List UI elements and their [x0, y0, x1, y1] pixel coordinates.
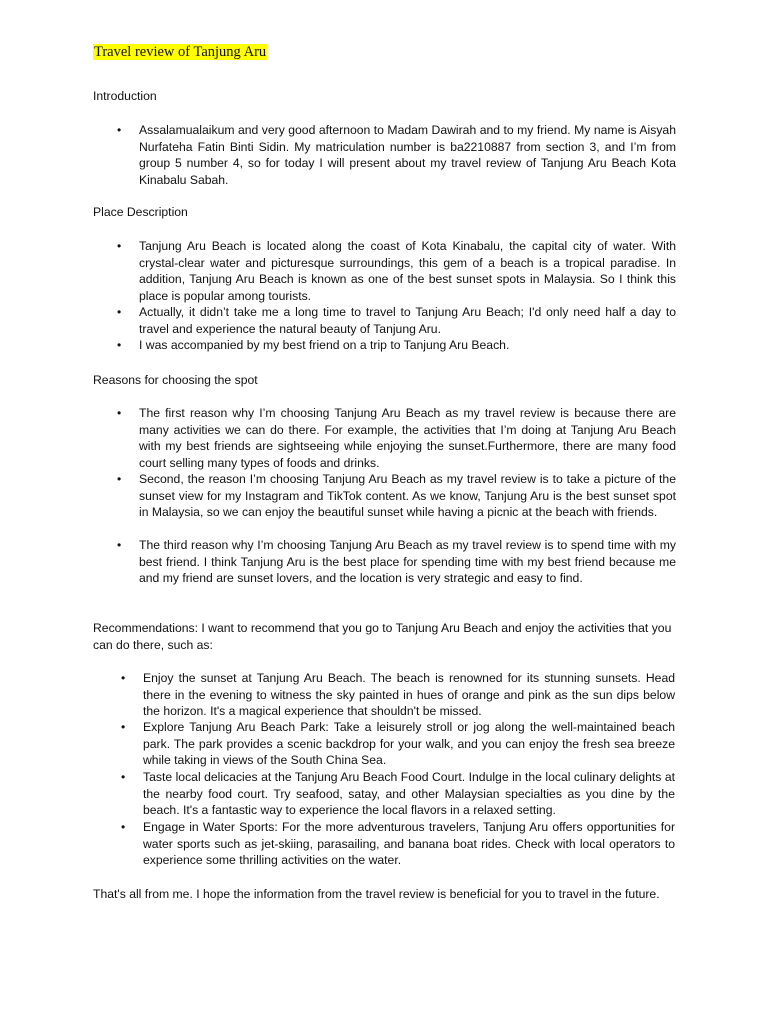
heading-introduction: Introduction — [93, 89, 157, 103]
bullet-icon: • — [121, 720, 126, 734]
list-item-text: I was accompanied by my best friend on a trip to Tanjung Aru Beach. — [139, 338, 510, 352]
list-item-text: The first reason why I’m choosing Tanjung Aru Beach as my travel review is because there are many activities we can do there. For example, the activities that I’m doing at Tanjung Aru Beach with my best friends are sightseeing while enjoying the sunset.Furthermore, there are many food court selling many types of foods and drinks. — [139, 406, 676, 470]
list-item — [121, 670, 675, 720]
bullet-icon: • — [117, 538, 122, 552]
list-item-text: Explore Tanjung Aru Beach Park: Take a leisurely stroll or jog along the well-maintained beach park. The park provides a scenic backdrop for your walk, and you can enjoy the fresh sea breeze while taking in views of the South China Sea. — [143, 720, 675, 768]
closing-paragraph: That's all from me. I hope the information from the travel review is beneficial for you to travel in the future. — [93, 887, 660, 901]
list-item — [121, 769, 675, 819]
list-item-text: Engage in Water Sports: For the more adventurous travelers, Tanjung Aru offers opportunities for water sports such as jet-skiing, parasailing, and banana boat rides. Check with local operators to experience some thrilling activities on the water. — [143, 820, 675, 868]
document-title: Travel review of Tanjung Aru — [94, 44, 267, 60]
list-item — [121, 819, 675, 869]
list-item — [117, 405, 676, 471]
list-item — [117, 122, 676, 188]
bullet-icon: • — [117, 472, 122, 486]
list-item — [121, 719, 675, 769]
list-item — [117, 238, 676, 304]
list-item-text: The third reason why I’m choosing Tanjung Aru Beach as my travel review is to spend time with my best friend. I think Tanjung Aru is the best place for spending time with my best friend because me and my friend are sunset lovers, and the location is very strategic and easy to find. — [139, 538, 676, 586]
list-item-text: Taste local delicacies at the Tanjung Aru Beach Food Court. Indulge in the local culinary delights at the nearby food court. Try seafood, satay, and other Malaysian specialties as you dine by the beach. It's a fantastic way to experience the local flavors in a relaxed setting. — [143, 770, 675, 818]
bullet-icon: • — [117, 406, 122, 420]
bullet-icon: • — [117, 305, 122, 319]
list-item-text: Assalamualaikum and very good afternoon to Madam Dawirah and to my friend. My name is Aisyah Nurfateha Fatin Binti Sidin. My matriculation number is ba2210887 from section 3, and I’m from group 5 number 4, so for today I will present about my travel review of Tanjung Aru Beach Kota Kinabalu Sabah. — [139, 123, 676, 187]
list-item-text: Tanjung Aru Beach is located along the coast of Kota Kinabalu, the capital city of water. With crystal-clear water and picturesque surroundings, this gem of a beach is a tropical paradise. In addition, Tanjung Aru Beach is known as one of the best sunset spots in Malaysia. So I think this place is popular among tourists. — [139, 239, 676, 303]
heading-place-description: Place Description — [93, 205, 188, 219]
bullet-icon: • — [117, 123, 122, 137]
list-item-text: Second, the reason I’m choosing Tanjung Aru Beach as my travel review is to take a picture of the sunset view for my Instagram and TikTok content. As we know, Tanjung Aru is the best sunset spot in Malaysia, so we can enjoy the beautiful sunset while having a picnic at the beach with friends. — [139, 472, 676, 520]
bullet-icon: • — [117, 239, 122, 253]
list-item — [117, 337, 676, 354]
list-item-text: Enjoy the sunset at Tanjung Aru Beach. The beach is renowned for its stunning sunsets. Head there in the evening to witness the sky painted in hues of orange and pink as the sun dips below the horizon. It's a magical experience that shouldn't be missed. — [143, 671, 675, 719]
list-item — [117, 537, 676, 587]
recommendations-intro: Recommendations: I want to recommend that you go to Tanjung Aru Beach and enjoy the activities that you can do there, such as: — [93, 621, 672, 652]
bullet-icon: • — [117, 338, 122, 352]
list-item — [117, 304, 676, 337]
bullet-icon: • — [121, 820, 126, 834]
bullet-icon: • — [121, 770, 126, 784]
heading-reasons: Reasons for choosing the spot — [93, 373, 258, 387]
list-item — [117, 471, 676, 521]
list-item-text: Actually, it didn’t take me a long time to travel to Tanjung Aru Beach; I'd only need half a day to travel and experience the natural beauty of Tanjung Aru. — [139, 305, 676, 336]
bullet-icon: • — [121, 671, 126, 685]
